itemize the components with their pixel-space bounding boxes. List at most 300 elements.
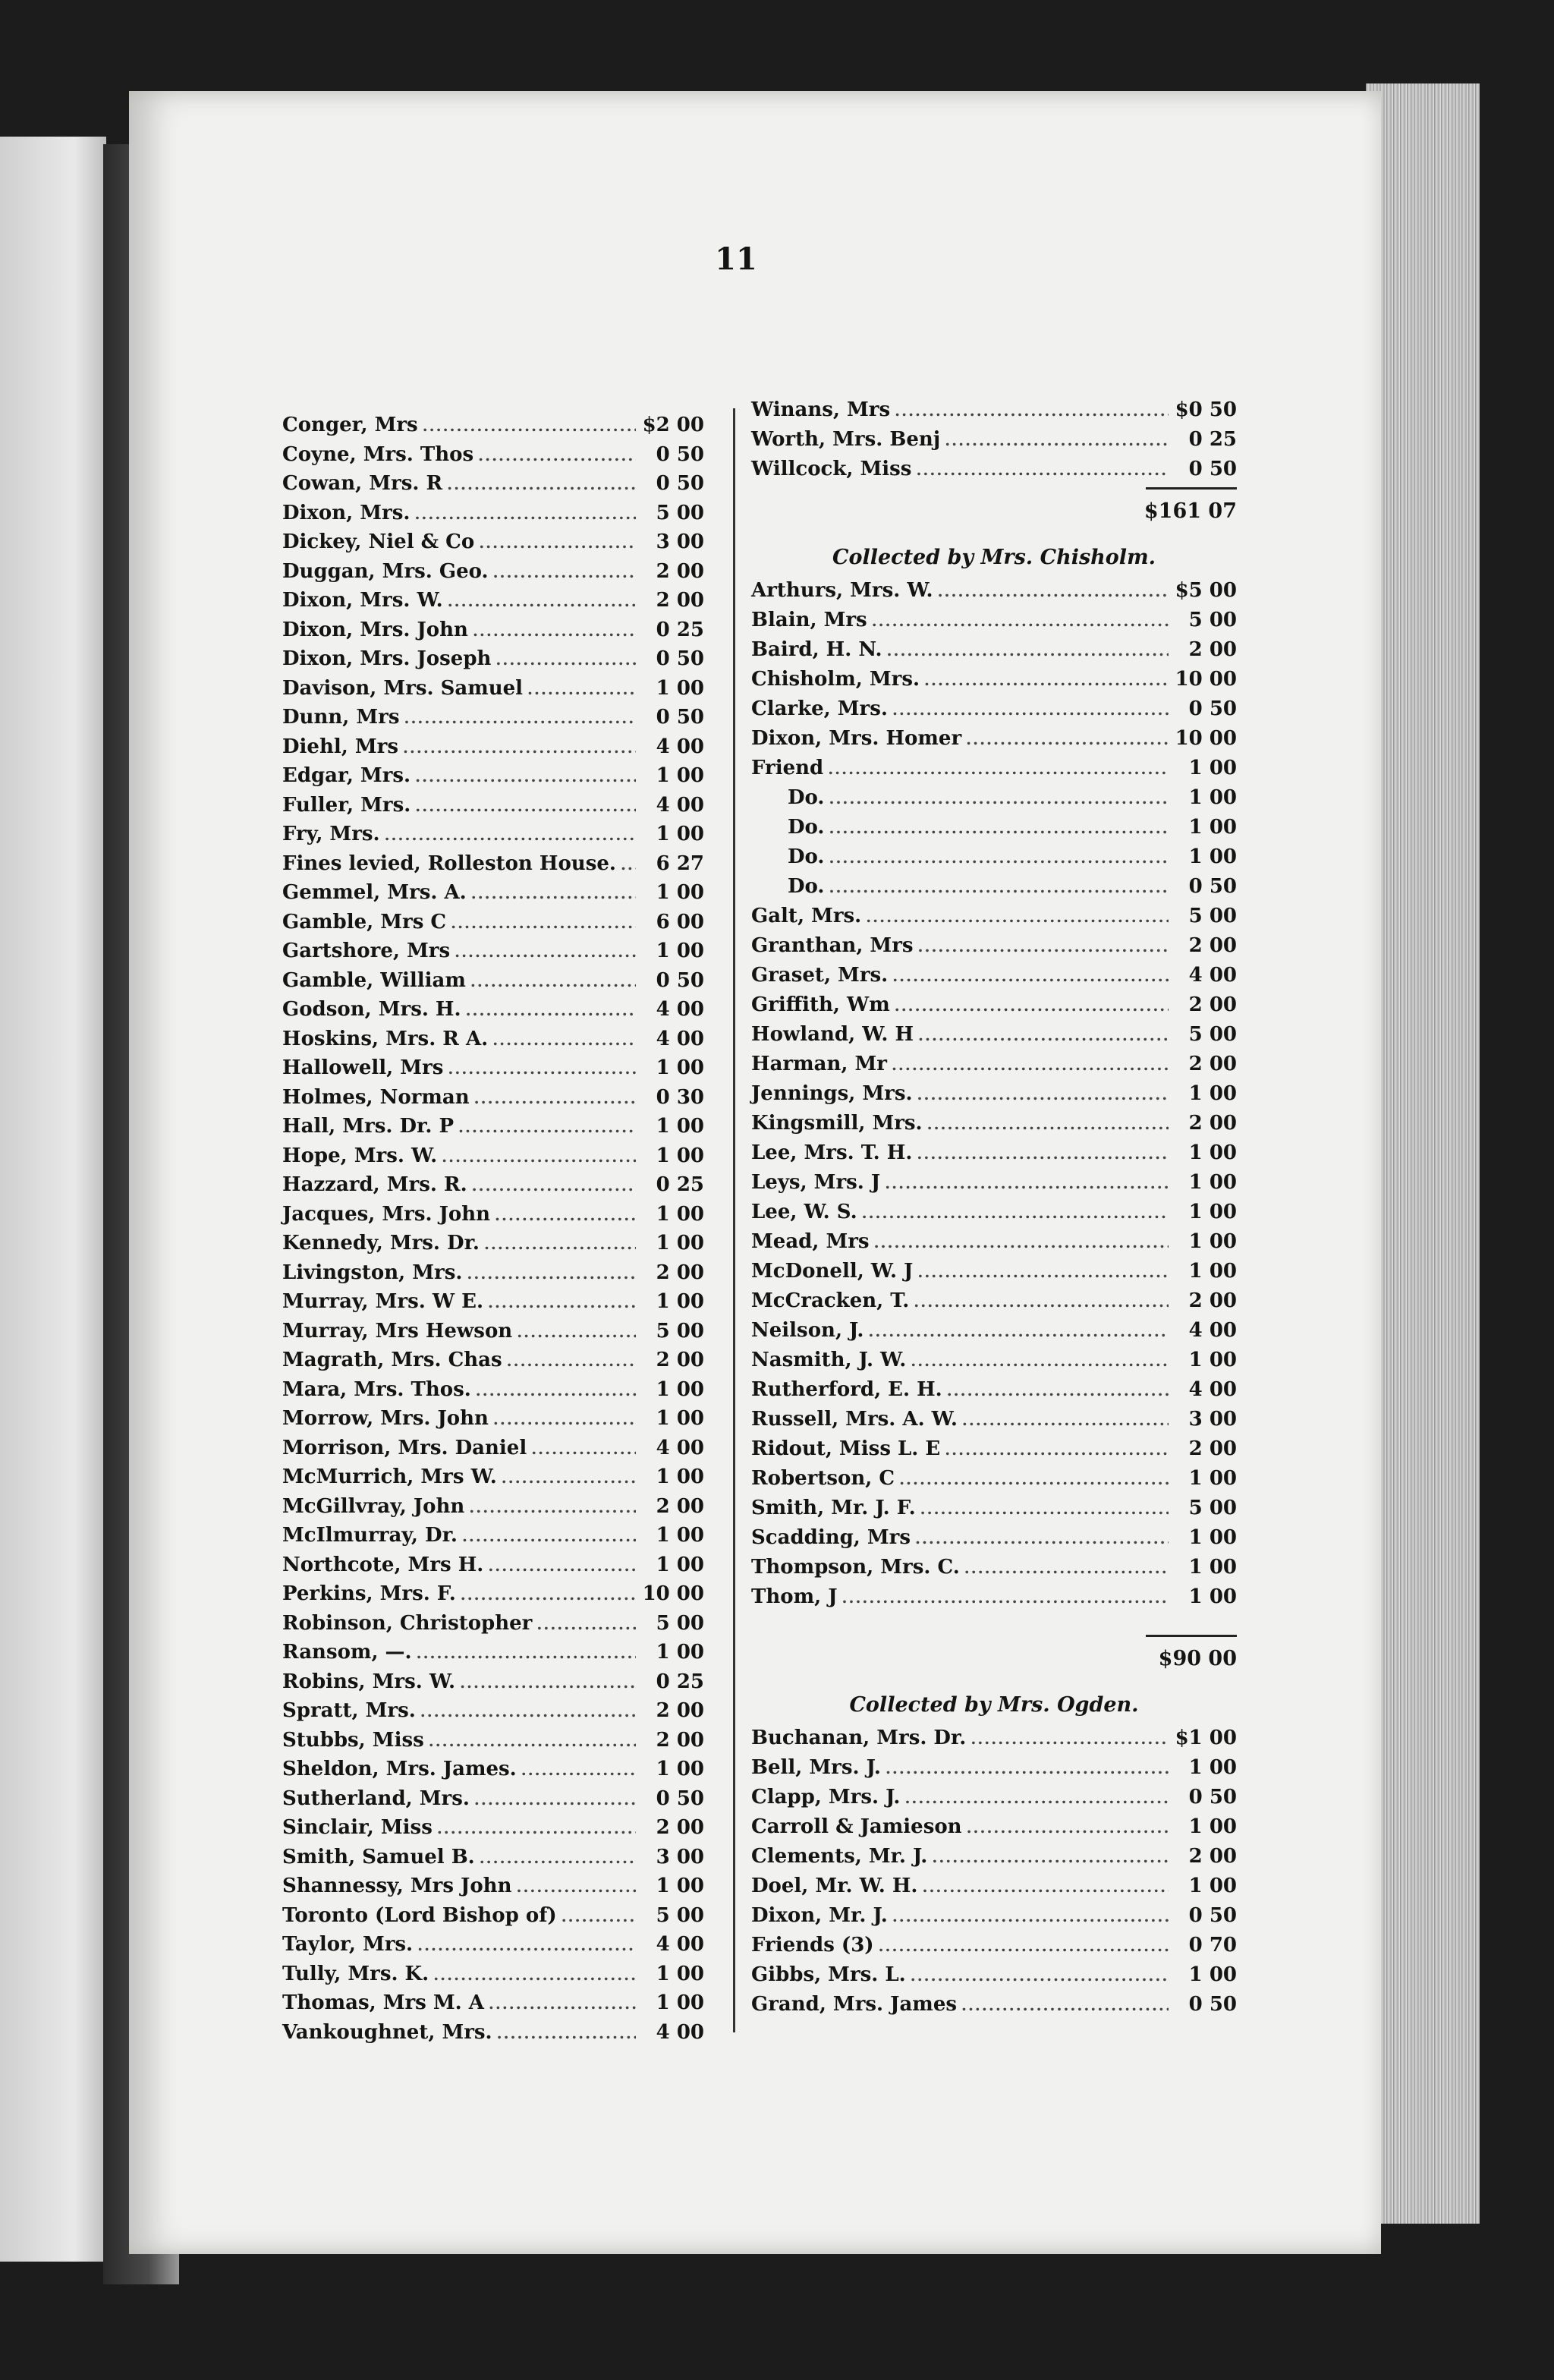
leader-dots: [945, 431, 1169, 449]
list-item: [282, 1378, 704, 1408]
leader-dots: [385, 826, 636, 844]
right-column: [751, 398, 1237, 2023]
list-item: [282, 852, 704, 882]
list-item: [751, 1201, 1237, 1230]
entry-amount: 4 00: [1188, 1319, 1237, 1342]
entry-name: McCracken, T.: [751, 1289, 910, 1312]
leader-dots: [455, 943, 636, 961]
list-item: [751, 1408, 1237, 1437]
leader-dots: [895, 401, 1169, 420]
entry-name: Thompson, Mrs. C.: [751, 1556, 960, 1579]
entry-name: Rutherford, E. H.: [751, 1378, 942, 1401]
leader-dots: [961, 1996, 1169, 2014]
leader-dots: [874, 1233, 1169, 1251]
list-item: [282, 940, 704, 969]
entry-name: Mara, Mrs. Thos.: [282, 1377, 471, 1401]
entry-amount: 5 00: [656, 501, 704, 524]
leader-dots: [493, 1410, 636, 1428]
list-item: [751, 1053, 1237, 1082]
leader-dots: [403, 738, 636, 757]
entry-name: McMurrich, Mrs W.: [282, 1465, 497, 1488]
chisholm-list: [751, 579, 1237, 1615]
entry-amount: 2 00: [656, 1494, 704, 1518]
list-item: [751, 816, 1237, 845]
facing-page-edge: [0, 137, 106, 2262]
entry-amount: 1 00: [1188, 1141, 1237, 1164]
list-item: [751, 1289, 1237, 1319]
leader-dots: [479, 534, 636, 552]
entry-name: Hope, Mrs. W.: [282, 1144, 438, 1167]
entry-amount: 1 00: [1188, 1201, 1237, 1223]
entry-amount: 0 50: [1188, 1786, 1237, 1809]
entry-amount: 1 00: [656, 1991, 704, 2014]
list-item: [751, 905, 1237, 934]
entry-amount: 1 00: [1188, 1349, 1237, 1371]
list-item: [751, 1437, 1237, 1467]
list-item: [282, 1115, 704, 1144]
list-item: [282, 1232, 704, 1261]
entry-amount: 1 00: [656, 940, 704, 962]
entry-amount: 5 00: [656, 1611, 704, 1635]
list-item: [751, 697, 1237, 727]
ogden-list: [751, 1727, 1237, 2023]
entry-name: Kingsmill, Mrs.: [751, 1112, 923, 1135]
leader-dots: [447, 475, 636, 493]
leader-dots: [448, 592, 636, 610]
entry-amount: 0 25: [656, 618, 704, 641]
entry-name: Holmes, Norman: [282, 1085, 470, 1109]
entry-name: Murray, Mrs Hewson: [282, 1319, 513, 1343]
list-item: [282, 823, 704, 852]
entry-name: Toronto (Lord Bishop of): [282, 1903, 557, 1927]
list-item: [751, 1082, 1237, 1112]
entry-name: Thomas, Mrs M. A: [282, 1991, 484, 2014]
entry-amount: 1 00: [656, 764, 704, 787]
entry-amount: 1 00: [656, 1377, 704, 1401]
entry-amount: 1 00: [656, 1115, 704, 1138]
leader-dots: [917, 1144, 1169, 1163]
entry-name: Ransom, —.: [282, 1641, 412, 1664]
entry-name: Magrath, Mrs. Chas: [282, 1349, 502, 1371]
entry-name: Sinclair, Miss: [282, 1816, 433, 1839]
leader-dots: [866, 908, 1169, 926]
leader-dots: [448, 1059, 636, 1078]
entry-amount: 3 00: [656, 1845, 704, 1868]
entry-amount: 4 00: [1188, 964, 1237, 987]
leader-dots: [480, 1849, 636, 1867]
list-item: [282, 1465, 704, 1495]
entry-name: Lee, Mrs. T. H.: [751, 1141, 913, 1164]
leader-dots: [918, 1026, 1169, 1044]
list-item: [751, 993, 1237, 1023]
ogden-heading: Collected by Mrs. Ogden.: [849, 1693, 1139, 1717]
entry-amount: 0 50: [1188, 1904, 1237, 1927]
entry-amount: 10 00: [1175, 668, 1237, 691]
entry-name: Dixon, Mrs. W.: [282, 589, 443, 612]
entry-name: Thom, J: [751, 1585, 838, 1608]
list-item: [282, 1641, 704, 1670]
entry-amount: 2 00: [1188, 1289, 1237, 1312]
entry-amount: 1 00: [1188, 1585, 1237, 1608]
entry-name: Edgar, Mrs.: [282, 764, 411, 787]
list-item: [751, 1467, 1237, 1497]
list-item: [282, 1437, 704, 1466]
entry-amount: 1 00: [1188, 1082, 1237, 1105]
entry-amount: 2 00: [1188, 638, 1237, 661]
leader-dots: [493, 563, 636, 581]
spacer: [751, 1615, 1237, 1635]
entry-amount: 1 00: [1188, 786, 1237, 809]
list-item: [282, 1933, 704, 1963]
entry-amount: 1 00: [656, 1290, 704, 1313]
entry-amount: 10 00: [1175, 727, 1237, 750]
entry-name: Coyne, Mrs. Thos: [282, 442, 474, 466]
entry-name: Gamble, William: [282, 968, 466, 992]
entry-amount: 0 50: [1188, 875, 1237, 898]
list-item: [282, 1612, 704, 1642]
list-item: [282, 1846, 704, 1875]
leader-dots: [924, 671, 1169, 689]
leader-dots: [829, 789, 1169, 808]
entry-name: Granthan, Mrs: [751, 934, 914, 957]
list-item: [751, 964, 1237, 993]
leader-dots: [932, 1848, 1169, 1866]
entry-name: Stubbs, Miss: [282, 1728, 424, 1752]
entry-amount: 4 00: [1188, 1378, 1237, 1401]
leader-dots: [966, 730, 1169, 748]
entry-amount: 4 00: [656, 1933, 704, 1956]
list-item: [751, 579, 1237, 609]
leader-dots: [911, 1352, 1169, 1370]
entry-amount: 2 00: [656, 559, 704, 583]
entry-amount: 1 00: [656, 1202, 704, 1226]
entry-name: Russell, Mrs. A. W.: [751, 1408, 958, 1431]
entry-name: Hall, Mrs. Dr. P: [282, 1115, 455, 1138]
leader-dots: [829, 819, 1169, 837]
entry-name: Hallowell, Mrs: [282, 1056, 444, 1079]
entry-name: Jacques, Mrs. John: [282, 1202, 491, 1226]
list-item: [751, 727, 1237, 757]
leader-dots: [415, 767, 636, 785]
entry-name: Carroll & Jamieson: [751, 1815, 962, 1838]
entry-amount: 1 00: [1188, 757, 1237, 779]
leader-dots: [920, 1500, 1169, 1518]
leader-dots: [917, 1263, 1169, 1281]
entry-amount: 1 00: [1188, 1230, 1237, 1253]
leader-dots: [492, 1031, 636, 1049]
entry-amount: 1 00: [656, 1144, 704, 1167]
leader-dots: [829, 878, 1169, 896]
leader-dots: [938, 582, 1169, 600]
leader-dots: [466, 1001, 636, 1019]
entry-name: Vankoughnet, Mrs.: [282, 2020, 492, 2044]
leader-dots: [829, 848, 1169, 867]
list-item: [282, 1554, 704, 1583]
leader-dots: [917, 1085, 1169, 1103]
list-item: [282, 1320, 704, 1349]
leader-dots: [887, 641, 1169, 660]
leader-dots: [915, 1529, 1169, 1547]
leader-dots: [433, 1966, 636, 1984]
list-item: [282, 1699, 704, 1729]
list-item: [282, 1028, 704, 1057]
list-item: [282, 969, 704, 999]
entry-amount: 0 50: [1188, 697, 1237, 720]
list-item: [751, 1141, 1237, 1171]
entry-name: Tully, Mrs. K.: [282, 1962, 429, 1985]
list-item: [282, 647, 704, 677]
entry-name: Murray, Mrs. W E.: [282, 1290, 483, 1313]
leader-dots: [417, 1644, 636, 1662]
leader-dots: [914, 1292, 1169, 1311]
entry-amount: 1 00: [656, 1875, 704, 1897]
entry-name: Do.: [788, 875, 825, 898]
entry-amount: 5 00: [1188, 905, 1237, 927]
entry-name: Gamble, Mrs C: [282, 910, 447, 933]
entry-name: Gemmel, Mrs. A.: [282, 881, 467, 904]
right-top-list: [751, 398, 1237, 487]
list-item: [751, 609, 1237, 638]
entry-name: Fuller, Mrs.: [282, 793, 411, 817]
entry-name: Morrison, Mrs. Daniel: [282, 1436, 527, 1459]
leader-dots: [895, 996, 1169, 1015]
entry-amount: 0 25: [1188, 428, 1237, 451]
leader-dots: [904, 1789, 1169, 1807]
leader-dots: [460, 1673, 636, 1692]
entry-name: Neilson, J.: [751, 1319, 864, 1342]
entry-name: Do.: [788, 816, 825, 839]
list-item: [282, 911, 704, 940]
entry-amount: 0 30: [656, 1085, 704, 1109]
leader-dots: [885, 1174, 1169, 1192]
list-item: [751, 638, 1237, 668]
entry-name: Buchanan, Mrs. Dr.: [751, 1727, 967, 1749]
entry-amount: 2 00: [1188, 1437, 1237, 1460]
entry-name: Robins, Mrs. W.: [282, 1670, 456, 1693]
leader-dots: [964, 1559, 1169, 1577]
entry-amount: 1 00: [1188, 1556, 1237, 1579]
entry-name: Blain, Mrs: [751, 609, 867, 631]
entry-name: Dunn, Mrs: [282, 706, 400, 729]
entry-amount: 4 00: [656, 1436, 704, 1459]
entry-amount: 6 27: [656, 852, 704, 875]
entry-amount: $0 50: [1175, 398, 1237, 421]
entry-amount: 5 00: [1188, 609, 1237, 631]
entry-name: Graset, Mrs.: [751, 964, 889, 987]
entry-amount: 1 00: [1188, 1467, 1237, 1490]
entry-amount: 2 00: [1188, 1053, 1237, 1075]
entry-name: Clapp, Mrs. J.: [751, 1786, 901, 1809]
leader-dots: [488, 1557, 636, 1575]
entry-amount: 1 00: [1188, 1815, 1237, 1838]
list-item: [751, 1023, 1237, 1053]
column-divider: [733, 408, 735, 2032]
entry-amount: 2 00: [656, 1728, 704, 1752]
right-top-total: $161 07: [1143, 499, 1237, 523]
list-item: [751, 1349, 1237, 1378]
list-item: [751, 1556, 1237, 1585]
list-item: [282, 1904, 704, 1934]
leader-dots: [461, 1585, 636, 1604]
leader-dots: [474, 1790, 636, 1809]
entry-name: Spratt, Mrs.: [282, 1699, 416, 1722]
entry-name: Do.: [788, 845, 825, 868]
entry-name: Clarke, Mrs.: [751, 697, 888, 720]
list-item: [282, 414, 704, 443]
entry-name: Willcock, Miss: [751, 458, 912, 480]
entry-amount: 1 00: [1188, 1260, 1237, 1283]
entry-name: Diehl, Mrs: [282, 735, 398, 758]
leader-dots: [922, 1878, 1169, 1896]
leader-dots: [517, 1323, 636, 1341]
leader-dots: [892, 1056, 1169, 1074]
entry-name: Smith, Mr. J. F.: [751, 1497, 916, 1519]
leader-dots: [970, 1730, 1169, 1748]
entry-amount: $5 00: [1175, 579, 1237, 602]
list-item: [751, 1112, 1237, 1141]
list-item: [282, 794, 704, 823]
entry-amount: 0 25: [656, 1173, 704, 1196]
entry-amount: 1 00: [1188, 1756, 1237, 1779]
entry-name: Gibbs, Mrs. L.: [751, 1963, 906, 1986]
list-item: [751, 398, 1237, 428]
entry-amount: 10 00: [642, 1582, 704, 1605]
leader-dots: [437, 1819, 636, 1837]
entry-name: McIlmurray, Dr.: [282, 1524, 458, 1547]
entry-amount: 0 50: [656, 647, 704, 670]
leader-dots: [476, 1381, 636, 1399]
entry-name: Scadding, Mrs: [751, 1526, 911, 1549]
leader-dots: [562, 1907, 636, 1925]
entry-amount: 0 25: [656, 1670, 704, 1693]
list-item: [282, 502, 704, 531]
entry-amount: 2 00: [656, 589, 704, 612]
list-item: [282, 677, 704, 707]
entry-amount: 2 00: [1188, 1845, 1237, 1868]
leader-dots: [442, 1148, 636, 1166]
entry-name: Friend: [751, 757, 824, 779]
leader-dots: [473, 622, 636, 640]
list-item: [282, 472, 704, 502]
entry-name: McDonell, W. J: [751, 1260, 914, 1283]
leader-dots: [470, 972, 636, 990]
entry-name: Worth, Mrs. Benj: [751, 428, 941, 451]
list-item: [282, 1086, 704, 1116]
entry-amount: 2 00: [1188, 1112, 1237, 1135]
entry-name: Lee, W. S.: [751, 1201, 857, 1223]
leader-dots: [536, 1615, 636, 1633]
list-item: [751, 458, 1237, 487]
entry-name: Cowan, Mrs. R: [282, 472, 443, 495]
entry-name: Northcote, Mrs H.: [282, 1553, 484, 1576]
list-item: [282, 1261, 704, 1291]
entry-amount: 1 00: [656, 1465, 704, 1488]
entry-amount: 5 00: [656, 1319, 704, 1343]
entry-amount: 5 00: [1188, 1023, 1237, 1046]
list-item: [282, 1670, 704, 1700]
list-item: [751, 786, 1237, 816]
entry-name: Sutherland, Mrs.: [282, 1787, 470, 1810]
list-item: [751, 1319, 1237, 1349]
leader-dots: [967, 1818, 1169, 1837]
list-item: [751, 1378, 1237, 1408]
leader-dots: [862, 1204, 1169, 1222]
leader-dots: [517, 1878, 637, 1896]
leader-dots: [497, 2024, 636, 2042]
entry-amount: 1 00: [1188, 1963, 1237, 1986]
leader-dots: [892, 1907, 1169, 1925]
list-item: [282, 1173, 704, 1203]
leader-dots: [404, 709, 636, 727]
list-item: [751, 934, 1237, 964]
entry-name: Nasmith, J. W.: [751, 1349, 907, 1371]
list-item: [282, 1787, 704, 1817]
list-item: [751, 1786, 1237, 1815]
list-item: [282, 735, 704, 765]
list-item: [282, 1349, 704, 1378]
entry-amount: 1 00: [1188, 1875, 1237, 1897]
entry-amount: 1 00: [1188, 845, 1237, 868]
leader-dots: [417, 1936, 636, 1954]
entry-amount: 1 00: [1188, 1171, 1237, 1194]
list-item: [751, 1756, 1237, 1786]
list-item: [282, 1495, 704, 1525]
entry-amount: 4 00: [656, 2020, 704, 2044]
leader-dots: [467, 1264, 636, 1283]
entry-name: Taylor, Mrs.: [282, 1933, 414, 1956]
list-item: [751, 1815, 1237, 1845]
leader-dots: [531, 1440, 636, 1458]
entry-amount: 4 00: [656, 735, 704, 758]
leader-dots: [892, 700, 1169, 719]
entry-amount: 3 00: [656, 530, 704, 553]
left-column-list: [282, 414, 704, 2050]
leader-dots: [842, 1588, 1169, 1607]
entry-amount: 1 00: [656, 1553, 704, 1576]
list-item: [751, 1585, 1237, 1615]
entry-amount: $2 00: [642, 414, 704, 436]
leader-dots: [521, 1761, 636, 1779]
leader-dots: [621, 855, 636, 874]
list-item: [751, 1171, 1237, 1201]
list-item: [751, 845, 1237, 875]
entry-amount: 0 50: [656, 706, 704, 729]
list-item: [751, 757, 1237, 786]
entry-name: Gartshore, Mrs: [282, 940, 451, 962]
entry-amount: 3 00: [1188, 1408, 1237, 1431]
entry-amount: 0 50: [656, 1787, 704, 1810]
leader-dots: [495, 1206, 636, 1224]
list-item: [282, 1203, 704, 1232]
entry-name: Conger, Mrs: [282, 414, 418, 436]
entry-name: Hoskins, Mrs. R A.: [282, 1027, 489, 1050]
list-item: [751, 1260, 1237, 1289]
list-item: [751, 1963, 1237, 1993]
entry-name: Sheldon, Mrs. James.: [282, 1758, 517, 1780]
entry-name: Arthurs, Mrs. W.: [751, 579, 933, 602]
entry-amount: 1 00: [656, 1641, 704, 1664]
entry-name: Perkins, Mrs. F.: [282, 1582, 456, 1605]
entry-name: Hazzard, Mrs. R.: [282, 1173, 467, 1196]
list-item: [282, 530, 704, 560]
leader-dots: [478, 446, 636, 464]
entry-amount: 0 50: [656, 968, 704, 992]
list-item: [282, 1816, 704, 1846]
entry-name: Robertson, C: [751, 1467, 895, 1490]
list-item: [282, 1144, 704, 1174]
entry-name: Grand, Mrs. James: [751, 1993, 957, 2016]
entry-amount: 2 00: [1188, 993, 1237, 1016]
